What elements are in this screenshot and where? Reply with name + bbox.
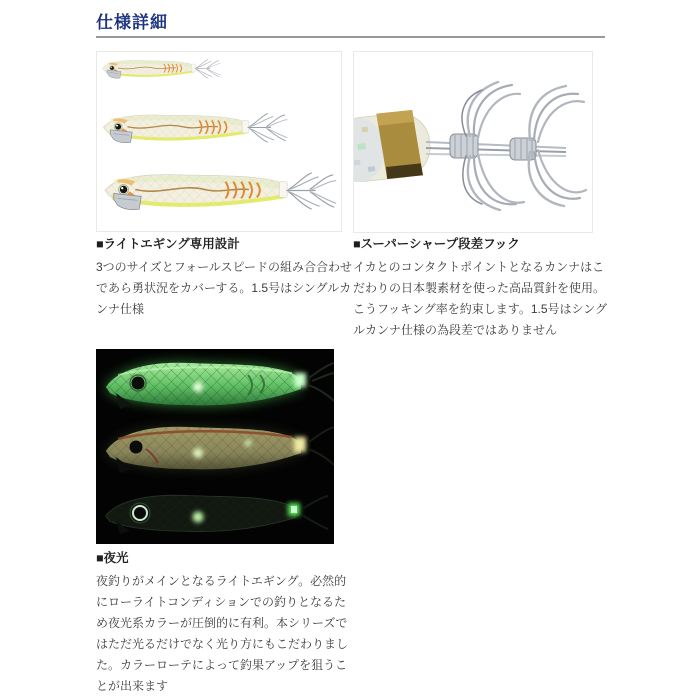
page-title: 仕様詳細 — [96, 13, 168, 32]
section-hook — [353, 236, 611, 341]
section-body: イカとのコンタクトポイントとなるカンナはこだわりの日本製素材を使った高品質針を使用。こうフッキング率を約束します。1.5号はシングルカンナ仕様の為段差ではありません — [353, 260, 607, 337]
section-body: 夜釣りがメインとなるライトエギング。必然的にローライトコンディションでの釣りとなるため夜光系カラーが圧倒的に有利。本シリーズではただ光るだけでなく光り方にもこだわりました。カラーローテによって釣果アップを狙うことが出来ます — [96, 574, 349, 693]
title-divider — [96, 36, 605, 38]
hook-closeup-image — [353, 51, 593, 233]
section-body: 3つのサイズとフォールスピードの組み合合わせであら勇状況をカバーする。1.5号はシングルカンナ仕様 — [96, 260, 353, 316]
section-heading: ■ライトエギング専用設計 — [96, 237, 240, 251]
section-heading: ■スーパーシャープ段差フック — [353, 237, 520, 251]
section-lure-design — [96, 236, 358, 320]
section-heading: ■夜光 — [96, 551, 129, 565]
section-luminous — [96, 550, 354, 697]
egi-lineup-image — [96, 51, 342, 232]
glow-lures-image — [96, 349, 334, 544]
